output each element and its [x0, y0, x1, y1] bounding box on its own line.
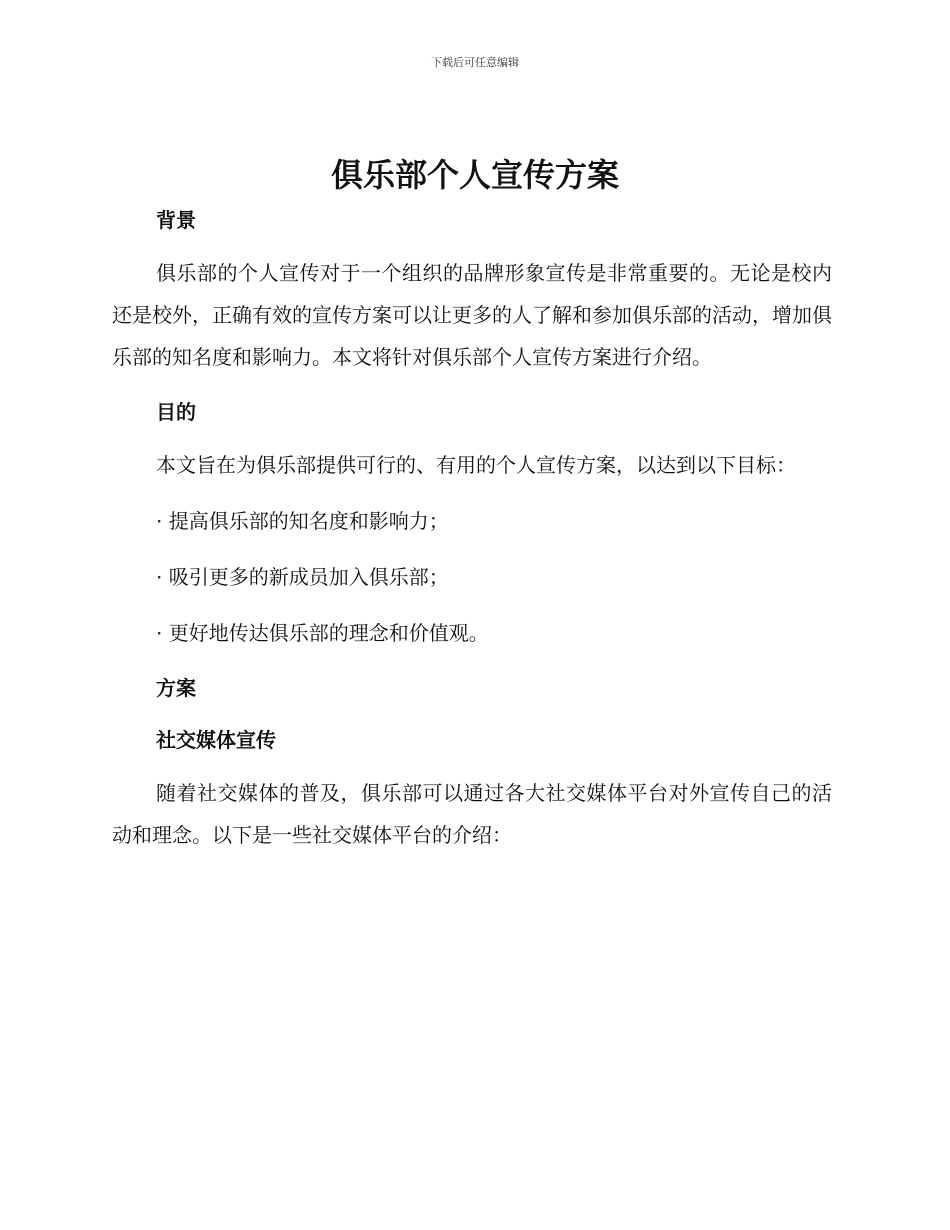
- section-heading-background: 背景: [156, 208, 196, 232]
- document-body: [112, 200, 832, 856]
- purpose-paragraph: 本文旨在为俱乐部提供可行的、有用的个人宣传方案，以达到以下目标：: [156, 453, 796, 477]
- subsection-heading-social-media: 社交媒体宣传: [156, 728, 276, 752]
- purpose-bullet-3: · 更好地传达俱乐部的理念和价值观。: [156, 621, 489, 645]
- section-heading-purpose: 目的: [156, 400, 196, 424]
- section-heading-plan: 方案: [156, 676, 196, 700]
- social-media-paragraph: 随着社交媒体的普及，俱乐部可以通过各大社交媒体平台对外宣传自己的活动和理念。以下是一些社交媒体平台的介绍：: [112, 781, 832, 847]
- purpose-bullet-1: · 提高俱乐部的知名度和影响力；: [156, 509, 449, 533]
- header-note: 下载后可任意编辑: [431, 56, 519, 69]
- document-title: 俱乐部个人宣传方案: [330, 156, 619, 194]
- background-paragraph: 俱乐部的个人宣传对于一个组织的品牌形象宣传是非常重要的。无论是校内还是校外，正确有效的宣传方案可以让更多的人了解和参加俱乐部的活动，增加俱乐部的知名度和影响力。本文将针对俱乐部个人宣传方案进行介绍。: [112, 261, 832, 369]
- purpose-bullet-2: · 吸引更多的新成员加入俱乐部；: [156, 565, 449, 589]
